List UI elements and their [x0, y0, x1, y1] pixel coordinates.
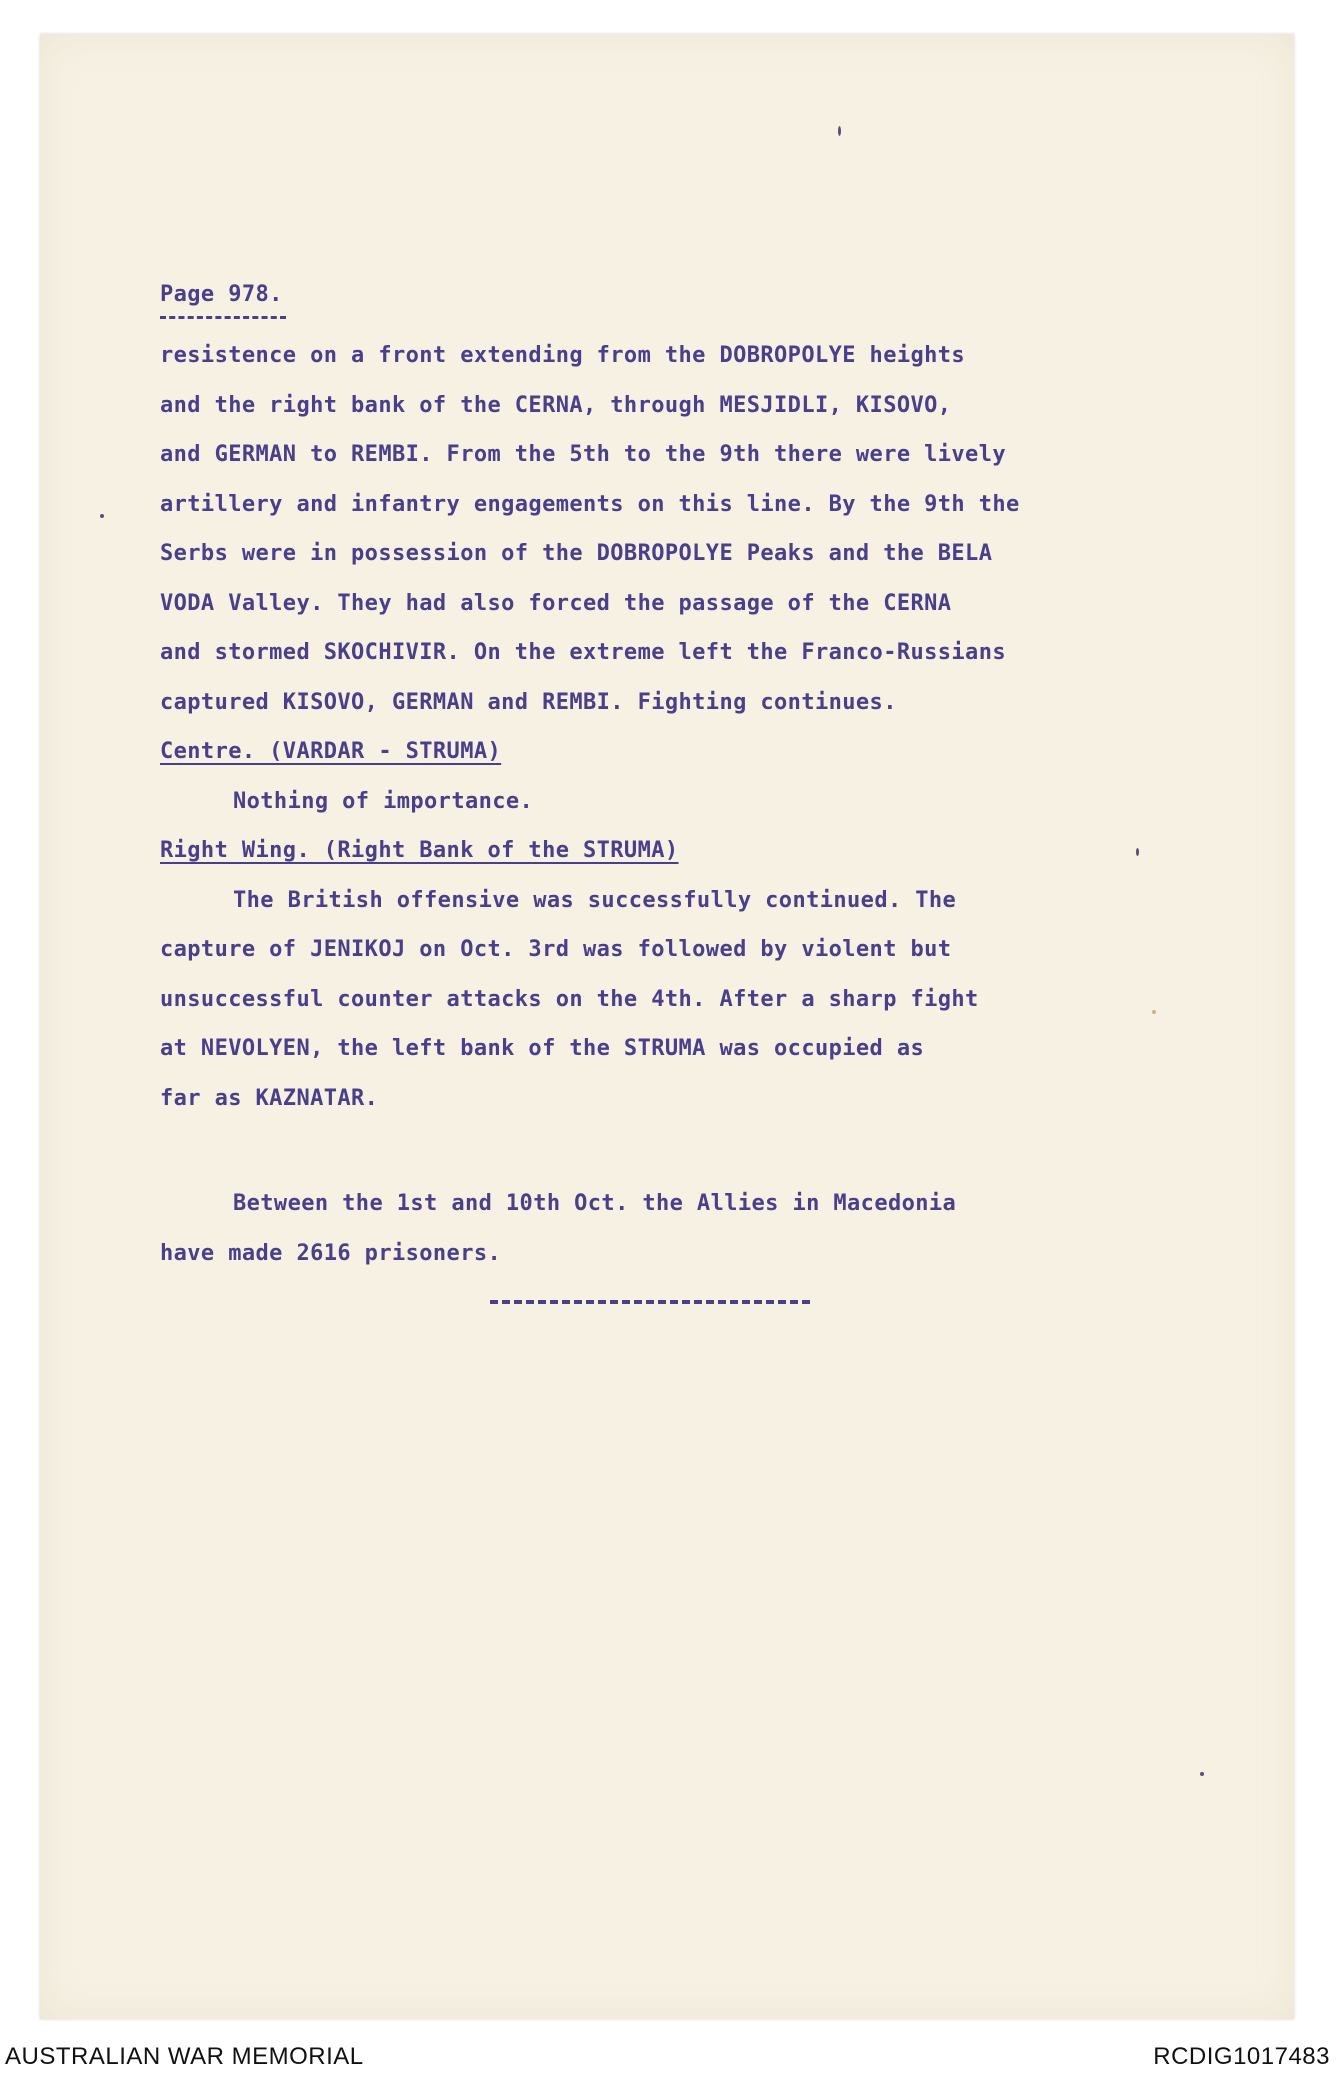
text-line: VODA Valley. They had also forced the passage of the CERNA [160, 590, 952, 616]
closing-dashed-rule [490, 1300, 810, 1304]
text-line: Between the 1st and 10th Oct. the Allies in Macedonia [233, 1191, 957, 1216]
ink-speck [1200, 1772, 1204, 1776]
page-heading: Page 978. [160, 282, 283, 307]
footer-attribution: AUSTRALIAN WAR MEMORIAL [5, 2043, 364, 2070]
text-line: capture of JENIKOJ on Oct. 3rd was followed by violent but [160, 937, 952, 962]
footer-record-id: RCDIG1017483 [1153, 2043, 1330, 2070]
text-line: and the right bank of the CERNA, through MESJIDLI, KISOVO, [160, 392, 952, 418]
text-line: unsuccessful counter attacks on the 4th. After a sharp fight [160, 986, 979, 1012]
ink-speck [838, 126, 841, 136]
right-wing-heading: Right Wing. (Right Bank of the STRUMA) [160, 838, 679, 863]
ink-speck [100, 514, 104, 518]
text-line: and GERMAN to REMBI. From the 5th to the 9th there were lively [160, 442, 1006, 467]
text-line: at NEVOLYEN, the left bank of the STRUMA was occupied as [160, 1036, 925, 1061]
left-wing-paragraph [160, 331, 1200, 727]
text-line: far as KAZNATAR. [160, 1085, 379, 1111]
text-line: The British offensive was successfully continued. The [233, 887, 957, 913]
right-wing-paragraph [160, 876, 1200, 1124]
text-line: have made 2616 prisoners. [160, 1240, 502, 1266]
centre-text: Nothing of importance. [233, 788, 534, 814]
summary-paragraph [160, 1179, 1200, 1278]
centre-heading: Centre. (VARDAR - STRUMA) [160, 739, 502, 764]
text-line: resistence on a front extending from the DOBROPOLYE heights [160, 343, 966, 368]
text-line: artillery and infantry engagements on this line. By the 9th the [160, 491, 1020, 517]
typed-text [160, 270, 1200, 1304]
paragraph-gap [160, 1123, 1200, 1179]
text-line: captured KISOVO, GERMAN and REMBI. Fighting continues. [160, 689, 897, 715]
text-line: Serbs were in possession of the DOBROPOLYE Peaks and the BELA [160, 541, 993, 566]
text-line: and stormed SKOCHIVIR. On the extreme left the Franco-Russians [160, 640, 1006, 665]
